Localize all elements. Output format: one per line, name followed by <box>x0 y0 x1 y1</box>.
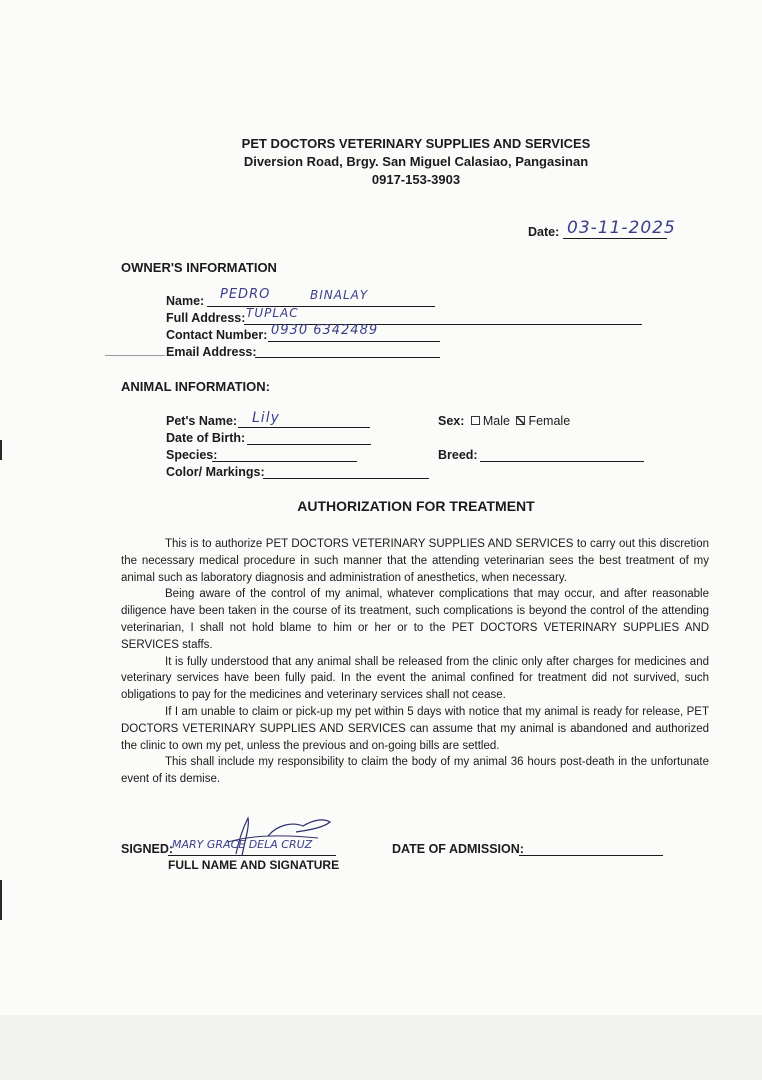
email-line[interactable] <box>255 357 440 358</box>
admission-label: DATE OF ADMISSION: <box>392 842 524 856</box>
scan-bottom-shade <box>0 1015 762 1080</box>
name-last-value[interactable]: BINALAY <box>310 288 369 302</box>
paragraph-2: Being aware of the control of my animal, whatever complications that may occur, and after reasonable diligence have been taken in the course of its treatment, such complications is beyond the control of the attending veterinarian, I shall not hold blame to him or her or to the PET DOCTORS VETERINARY SUPPLIES AND SERVICES staffs. <box>121 588 709 651</box>
signed-label: SIGNED: <box>121 842 174 856</box>
sex-field <box>438 414 570 428</box>
name-line <box>207 306 435 307</box>
paragraph-1: This is to authorize PET DOCTORS VETERINARY SUPPLIES AND SERVICES to carry out this discretion the necessary medical procedure in such manner that the attending veterinarian sees the best treatment of my animal such as laboratory diagnosis and administration of anesthetics, when necessary. <box>121 538 709 584</box>
color-line[interactable] <box>263 478 429 479</box>
signature-caption: FULL NAME AND SIGNATURE <box>168 858 340 872</box>
species-line[interactable] <box>212 461 357 462</box>
paragraph-5: This shall include my responsibility to claim the body of my animal 36 hours post-death in the unfortunate event of its demise. <box>121 756 709 786</box>
address-value[interactable]: TUPLAC <box>246 306 299 320</box>
breed-label: Breed: <box>438 448 478 462</box>
animal-heading: ANIMAL INFORMATION: <box>121 379 270 394</box>
contact-line <box>268 341 440 342</box>
name-first-value[interactable]: PEDRO <box>220 287 271 302</box>
paragraph-4: If I am unable to claim or pick-up my pet within 5 days with notice that my animal is ready for release, PET DOCTORS VETERINARY SUPPLIES AND SERVICES can assume that my animal is abandoned and authorized the clinic to own my pet, unless the previous and on-going bills are settled. <box>121 705 709 752</box>
contact-label: Contact Number: <box>166 328 268 342</box>
signed-name-value[interactable]: MARY GRACE DELA CRUZ <box>172 838 313 851</box>
female-checkbox[interactable] <box>516 416 525 425</box>
paragraph-3: It is fully understood that any animal shall be released from the clinic only after charges for medicines and veterinary services have been fully paid. In the event the animal confined for treatment did not survived, such obligations to pay for the medicines and veterinary services shall not cease. <box>121 655 709 702</box>
admission-line[interactable] <box>519 855 663 856</box>
pet-name-label: Pet's Name: <box>166 414 238 428</box>
male-option-label: Male <box>482 414 510 428</box>
contact-value[interactable]: 0930 6342489 <box>271 323 379 338</box>
date-label: Date: <box>528 225 560 239</box>
breed-line[interactable] <box>480 461 644 462</box>
male-checkbox[interactable] <box>471 416 480 425</box>
pet-name-line <box>238 427 370 428</box>
dob-label: Date of Birth: <box>166 431 246 445</box>
stray-mark <box>105 355 165 356</box>
date-line <box>563 238 667 239</box>
date-value[interactable]: 03-11-2025 <box>567 218 676 238</box>
company-name: PET DOCTORS VETERINARY SUPPLIES AND SERVICES <box>241 136 591 151</box>
scan-edge-mark <box>0 880 2 920</box>
owner-heading: OWNER'S INFORMATION <box>121 260 277 275</box>
female-option-label: Female <box>528 414 571 428</box>
company-phone: 0917-153-3903 <box>371 172 461 187</box>
letterhead <box>0 135 762 189</box>
species-label: Species: <box>166 448 218 462</box>
authorization-body <box>121 536 709 788</box>
sex-label: Sex: <box>438 414 465 428</box>
email-label: Email Address: <box>166 345 257 359</box>
scan-edge-mark <box>0 440 2 460</box>
color-label: Color/ Markings: <box>166 465 265 479</box>
name-label: Name: <box>166 294 205 308</box>
authorization-title: AUTHORIZATION FOR TREATMENT <box>297 498 535 514</box>
company-address: Diversion Road, Brgy. San Miguel Calasiao, Pangasinan <box>243 154 589 169</box>
signature-scribble-icon <box>168 814 343 859</box>
pet-name-value[interactable]: Lily <box>252 410 280 426</box>
address-label: Full Address: <box>166 311 246 325</box>
dob-line[interactable] <box>247 444 371 445</box>
